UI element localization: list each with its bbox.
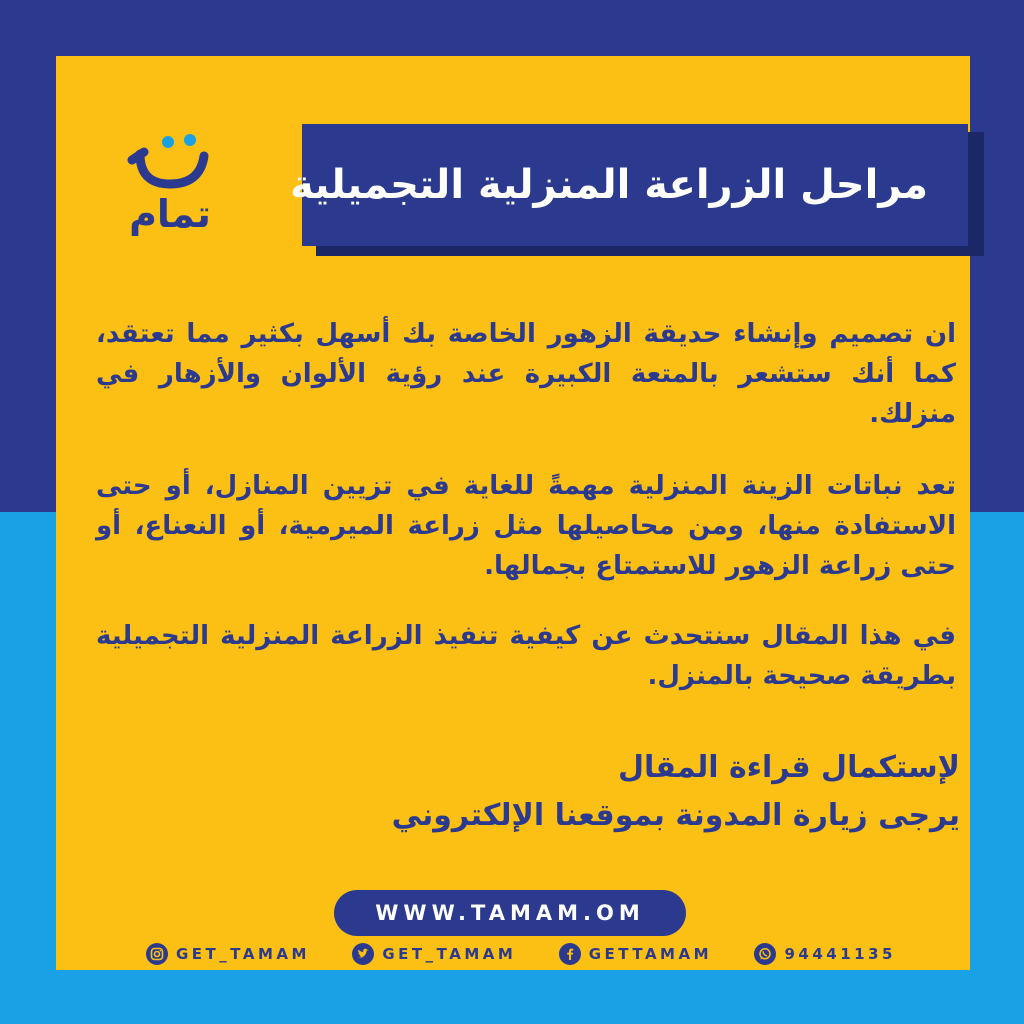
twitter-icon (352, 943, 374, 965)
facebook-link[interactable] (559, 943, 712, 965)
whatsapp-link[interactable] (754, 943, 896, 965)
cta-line-2: يرجى زيارة المدونة بموقعنا الإلكتروني (391, 798, 960, 833)
logo-text: تمام (129, 192, 211, 236)
instagram-link[interactable] (146, 943, 310, 965)
instagram-handle: GET_TAMAM (176, 945, 310, 963)
call-to-action (96, 744, 960, 840)
facebook-handle: GETTAMAM (588, 945, 713, 963)
brand-logo (110, 126, 230, 246)
website-link[interactable]: WWW.TAMAM.OM (334, 890, 686, 936)
paragraph-2: تعد نباتات الزينة المنزلية مهمةً للغاية في تزيين المنازل، أو حتى الاستفادة منها، ومن محاصيلها مثل زراعة الميرمية، أو النعناع، أو حتى زراعة الزهور للاستمتاع بجمالها. (96, 471, 956, 581)
whatsapp-icon (754, 943, 776, 965)
page-title: مراحل الزراعة المنزلية التجميلية (290, 162, 928, 208)
facebook-icon (559, 943, 581, 965)
whatsapp-number: 94441135 (784, 945, 896, 963)
paragraph-1: ان تصميم وإنشاء حديقة الزهور الخاصة بك أسهل بكثير مما تعتقد، كما أنك ستشعر بالمتعة الكبيرة عند رؤية الألوان والأزهار في منزلك. (96, 319, 956, 429)
social-links (146, 940, 896, 968)
title-banner (290, 124, 968, 246)
cta-line-1: لإستكمال قراءة المقال (617, 750, 960, 785)
twitter-link[interactable] (352, 943, 516, 965)
instagram-icon (146, 943, 168, 965)
paragraph-3: في هذا المقال سنتحدث عن كيفية تنفيذ الزراعة المنزلية التجميلية بطريقة صحيحة بالمنزل. (96, 621, 956, 691)
twitter-handle: GET_TAMAM (382, 945, 517, 963)
